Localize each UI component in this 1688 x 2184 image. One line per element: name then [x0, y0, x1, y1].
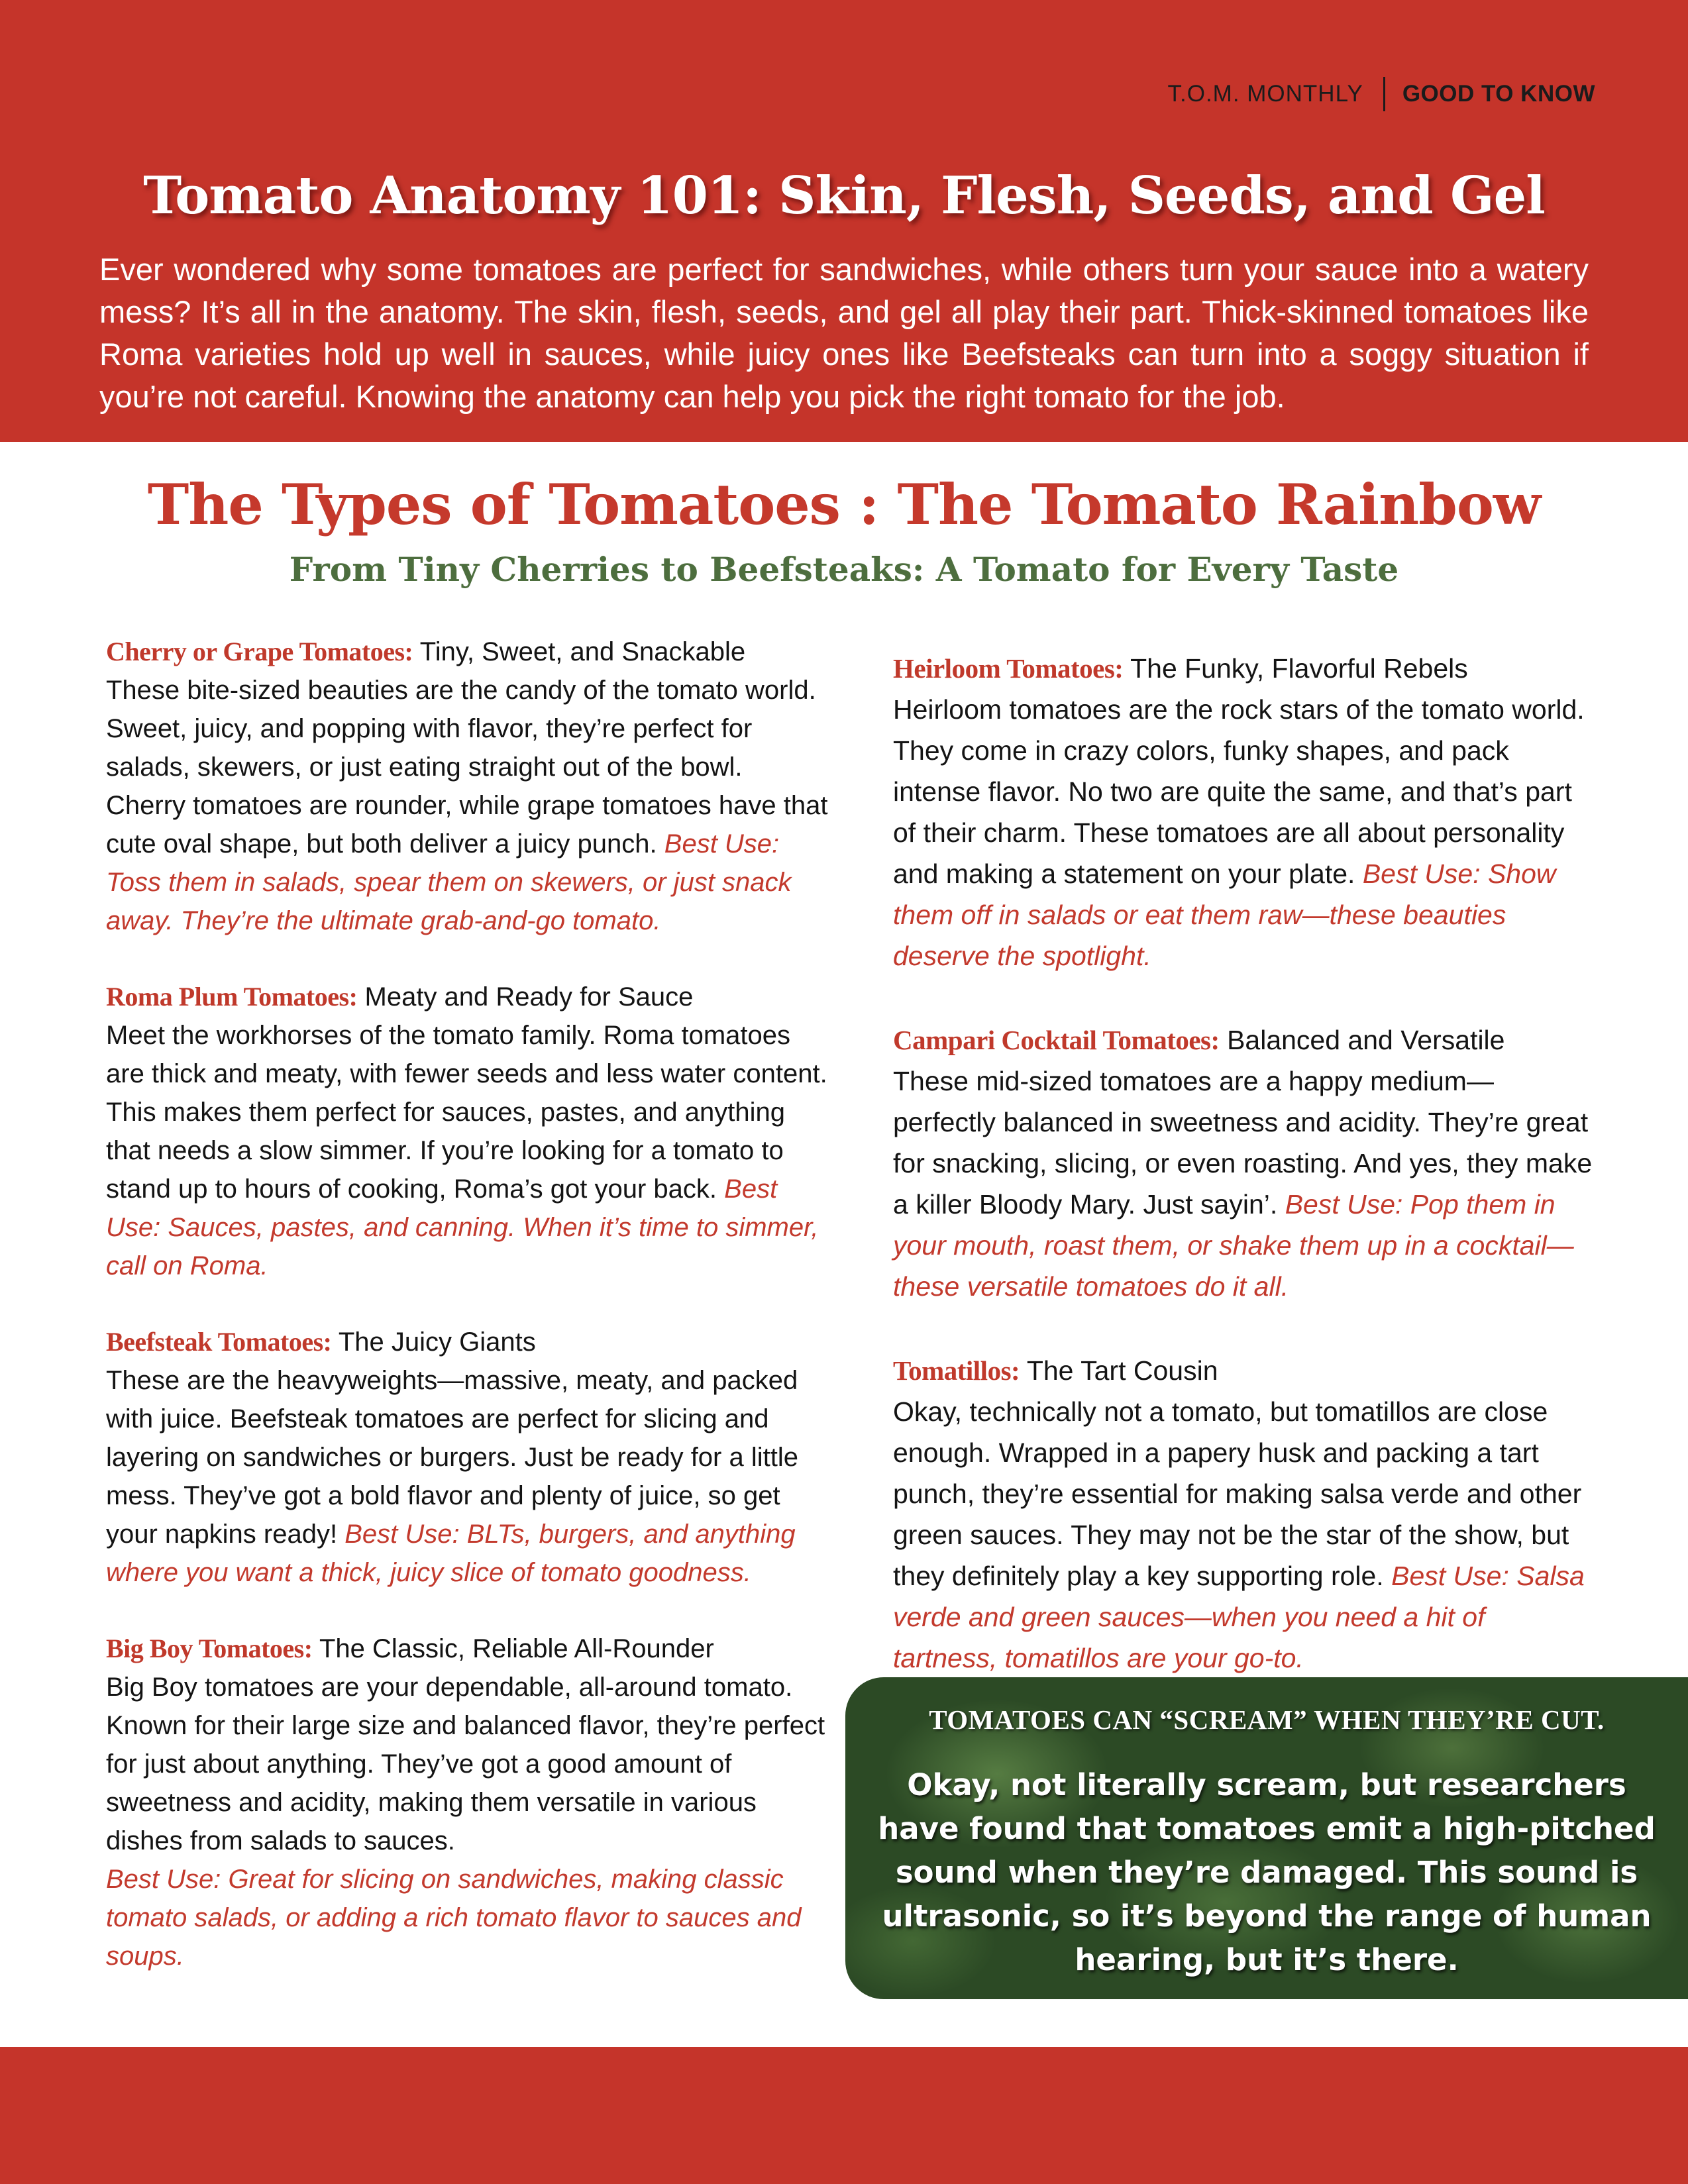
entry-name: Big Boy Tomatoes: — [106, 1634, 313, 1663]
masthead — [1168, 76, 1596, 113]
entry-body: Heirloom tomatoes are the rock stars of the tomato world. They come in crazy colors, funky shapes, and pack intense flavor. No two are quite the same, and that’s part of their charm. These tomatoes are all about personality and making a statement on your plate. — [893, 694, 1585, 889]
entry-body: These are the heavyweights—massive, meaty, and packed with juice. Beefsteak tomatoes are perfect for slicing and layering on sandwiches or burgers. Just be ready for a little mess. They’ve got a bold flavor and plenty of juice, so get your napkins ready! — [106, 1366, 798, 1549]
entry-best-use: Best Use: Sauces, pastes, and canning. When it’s time to simmer, call on Roma. — [106, 1174, 819, 1280]
left-column — [106, 633, 828, 2013]
entry-body: Meet the workhorses of the tomato family. Roma tomatoes are thick and meaty, with fewer seeds and less water content. This makes them perfect for sauces, pastes, and anything that needs a slow simmer. If you’re looking for a tomato to stand up to hours of cooking, Roma’s got your back. — [106, 1021, 827, 1204]
entry-tagline: Balanced and Versatile — [1227, 1025, 1505, 1055]
entry-best-use: Best Use: Toss them in salads, spear them on skewers, or just snack away. They’re the ultimate grab-and-go tomato. — [106, 829, 792, 935]
entry-best-use: Best Use: BLTs, burgers, and anything where you want a thick, juicy slice of tomato goodness. — [106, 1520, 796, 1587]
entry-tagline: Meaty and Ready for Sauce — [364, 982, 694, 1012]
section-subtitle: From Tiny Cherries to Beefsteaks: A Tomato for Every Taste — [289, 550, 1399, 589]
tomato-entry-beefsteak — [106, 1323, 828, 1592]
entry-body: These bite-sized beauties are the candy of the tomato world. Sweet, juicy, and popping with flavor, they’re perfect for salads, skewers, or just eating straight out of the bowl. Cherry tomatoes are rounder, while grape tomatoes have that cute oval shape, but both deliver a juicy punch. — [106, 676, 828, 858]
entry-tagline: Tiny, Sweet, and Snackable — [419, 637, 746, 666]
hero-intro: Ever wondered why some tomatoes are perfect for sandwiches, while others turn your sauce into a watery mess? It’s all in the anatomy. The skin, flesh, seeds, and gel all play their part. Thick-skinned tomatoes like Roma varieties hold up well in sauces, while juicy ones like Beefsteaks can turn into a soggy situation if you’re not careful. Knowing the anatomy can help you pick the right tomato for the job. — [99, 252, 1589, 414]
tomato-entry-roma — [106, 978, 828, 1285]
entry-body: These mid-sized tomatoes are a happy medium—perfectly balanced in sweetness and acidity. They’re great for snacking, slicing, or even roasting. And yes, they make a killer Bloody Mary. Just sayin’. — [893, 1066, 1593, 1220]
fun-fact-box — [845, 1677, 1688, 1999]
entry-tagline: The Funky, Flavorful Rebels — [1130, 653, 1468, 684]
fun-fact-text: Okay, not literally scream, but researchers have found that tomatoes emit a high-pitched sound when they’re damaged. This sound is ultrasonic, so it’s beyond the range of human hearing, but it’s there. — [878, 1767, 1656, 1977]
tomato-entry-big-boy — [106, 1630, 828, 1975]
entry-name: Roma Plum Tomatoes: — [106, 982, 358, 1012]
entry-best-use: Best Use: Salsa verde and green sauces—when you need a hit of tartness, tomatillos are your go-to. — [893, 1561, 1585, 1673]
tomato-entry-cherry-grape — [106, 633, 828, 940]
section-label: GOOD TO KNOW — [1402, 81, 1595, 107]
entry-body: Big Boy tomatoes are your dependable, all-around tomato. Known for their large size and balanced flavor, they’re perfect for just about anything. They’ve got a good amount of sweetness and acidity, making them versatile in various dishes from salads to sauces. — [106, 1673, 825, 1855]
entry-name: Tomatillos: — [893, 1355, 1020, 1386]
fun-fact-title: TOMATOES CAN “SCREAM” WHEN THEY’RE CUT. — [929, 1704, 1605, 1735]
entry-body: Okay, technically not a tomato, but tomatillos are close enough. Wrapped in a papery husk and packing a tart punch, they’re essential for making salsa verde and other green sauces. They may not be the star of the show, but they definitely play a key supporting role. — [893, 1396, 1582, 1591]
hero-title: Tomato Anatomy 101: Skin, Flesh, Seeds, and Gel — [143, 166, 1545, 226]
section-title: The Types of Tomatoes : The Tomato Rainbow — [147, 472, 1541, 537]
footer-band — [0, 2047, 1688, 2184]
entry-name: Heirloom Tomatoes: — [893, 653, 1124, 684]
entry-tagline: The Juicy Giants — [338, 1327, 536, 1357]
tomato-entry-heirloom — [893, 648, 1595, 976]
entry-name: Beefsteak Tomatoes: — [106, 1327, 332, 1357]
tomato-entry-campari — [893, 1019, 1595, 1307]
publication-name: T.O.M. MONTHLY — [1167, 81, 1363, 107]
entry-name: Campari Cocktail Tomatoes: — [893, 1025, 1220, 1055]
entry-best-use: Best Use: Pop them in your mouth, roast them, or shake them up in a cocktail—these versatile tomatoes do it all. — [893, 1189, 1574, 1302]
masthead-divider — [1383, 77, 1385, 111]
entry-tagline: The Tart Cousin — [1026, 1355, 1218, 1386]
entry-best-use: Best Use: Great for slicing on sandwiches, making classic tomato salads, or adding a rich tomato flavor to sauces and soups. — [106, 1865, 802, 1971]
entry-name: Cherry or Grape Tomatoes: — [106, 637, 413, 666]
right-column — [893, 648, 1595, 1722]
tomato-entry-tomatillos — [893, 1350, 1595, 1679]
entry-tagline: The Classic, Reliable All-Rounder — [319, 1634, 714, 1663]
entry-best-use: Best Use: Show them off in salads or eat them raw—these beauties deserve the spotlight. — [893, 858, 1556, 971]
